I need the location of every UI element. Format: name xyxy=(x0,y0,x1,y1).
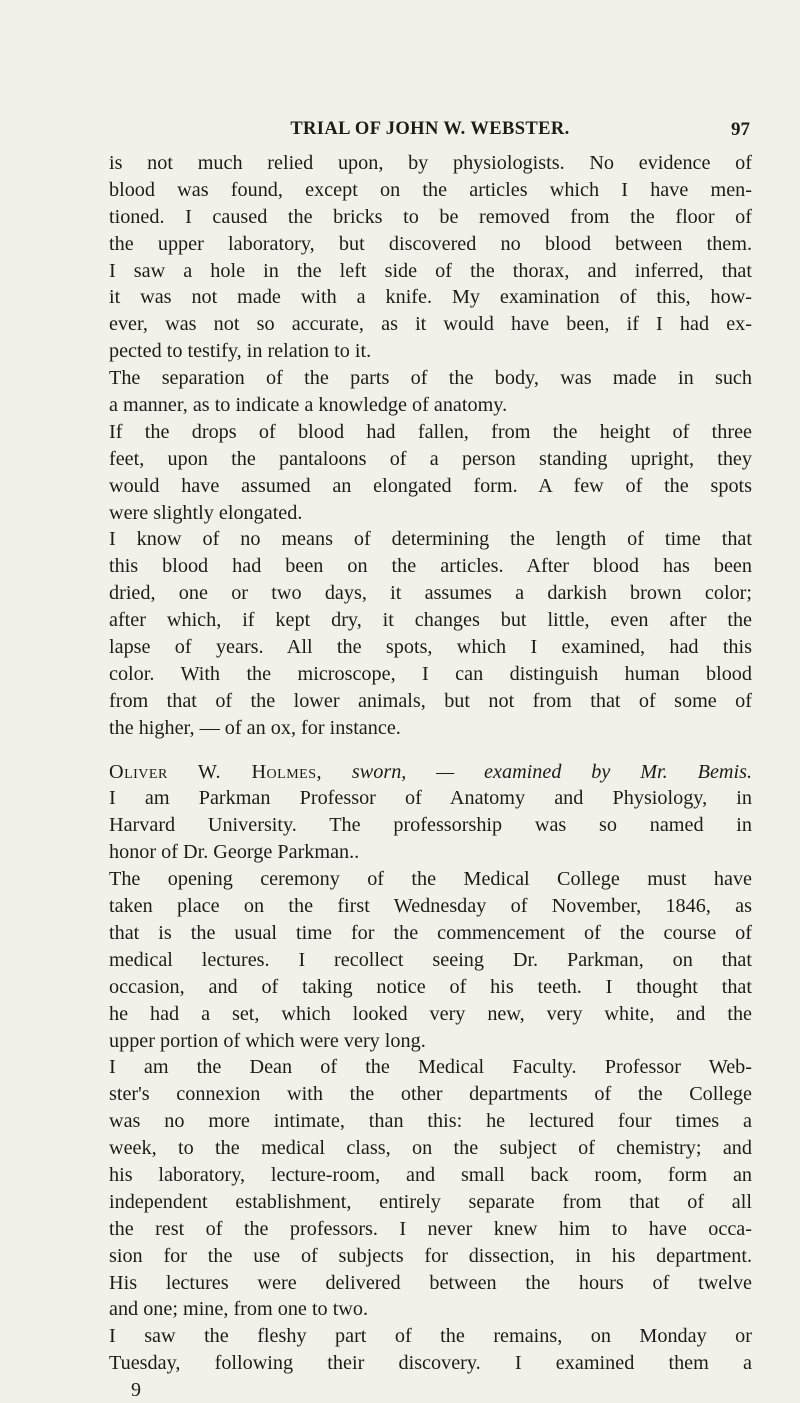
text-line: the higher, — of an ox, for instance. xyxy=(109,716,401,739)
text-line: The opening ceremony of the Medical College must have xyxy=(109,868,752,891)
text-line: he had a set, which looked very new, very white, and the xyxy=(109,1002,752,1025)
text-line: a manner, as to indicate a knowledge of anatomy. xyxy=(109,394,508,417)
text-line: his laboratory, lecture-room, and small back room, form an xyxy=(109,1163,752,1186)
witness-examination: sworn, — examined by Mr. Bemis. xyxy=(351,760,752,783)
text-line: would have assumed an elongated form. A few of the spots xyxy=(109,474,752,497)
text-line: I saw the fleshy part of the remains, on Monday or xyxy=(109,1325,752,1348)
text-line: I am Parkman Professor of Anatomy and Physiology, in xyxy=(109,787,752,810)
text-line: honor of Dr. George Parkman.. xyxy=(109,841,360,864)
text-line: and one; mine, from one to two. xyxy=(109,1298,369,1321)
text-line: pected to testify, in relation to it. xyxy=(109,340,372,363)
text-line: blood was found, except on the articles which I have men- xyxy=(109,178,752,201)
text-line: The separation of the parts of the body, was made in such xyxy=(109,367,752,390)
text-line: Tuesday, following their discovery. I examined them a xyxy=(109,1352,752,1375)
body-text xyxy=(109,150,752,1403)
text-line: I am the Dean of the Medical Faculty. Professor Web- xyxy=(109,1056,752,1079)
text-line: the rest of the professors. I never knew him to have occa- xyxy=(109,1217,752,1240)
running-title: TRIAL OF JOHN W. WEBSTER. xyxy=(290,119,570,139)
text-line: If the drops of blood had fallen, from the height of three xyxy=(109,420,752,443)
text-line: upper portion of which were very long. xyxy=(109,1029,426,1052)
text-line: taken place on the first Wednesday of November, 1846, as xyxy=(109,895,752,918)
text-line: His lectures were delivered between the hours of twelve xyxy=(109,1271,752,1294)
text-line: color. With the microscope, I can distinguish human blood xyxy=(109,662,752,685)
text-line: lapse of years. All the spots, which I examined, had this xyxy=(109,636,752,659)
text-line: medical lectures. I recollect seeing Dr. Parkman, on that xyxy=(109,948,752,971)
text-line: Harvard University. The professorship was so named in xyxy=(109,814,752,837)
page-header xyxy=(110,119,750,145)
text-line: ster's connexion with the other departments of the College xyxy=(109,1083,752,1106)
text-line: was no more intimate, than this: he lectured four times a xyxy=(109,1110,752,1133)
text-line: the upper laboratory, but discovered no blood between them. xyxy=(109,232,752,255)
text-line: tioned. I caused the bricks to be removed from the floor of xyxy=(109,205,752,228)
page-number: 97 xyxy=(731,119,750,140)
text-line: ever, was not so accurate, as it would have been, if I had ex- xyxy=(109,313,752,336)
text-line: is not much relied upon, by physiologists. No evidence of xyxy=(109,152,752,174)
text-line: were slightly elongated. xyxy=(109,501,303,524)
signature-mark: 9 xyxy=(131,1379,141,1402)
text-line: independent establishment, entirely separate from that of all xyxy=(109,1190,752,1213)
witness-heading xyxy=(109,759,752,786)
text-line: feet, upon the pantaloons of a person standing upright, they xyxy=(109,447,752,470)
text-line: from that of the lower animals, but not from that of some of xyxy=(109,689,752,712)
text-line: that is the usual time for the commencement of the course of xyxy=(109,921,752,944)
text-line: I saw a hole in the left side of the thorax, and inferred, that xyxy=(109,259,752,282)
text-line: this blood had been on the articles. After blood has been xyxy=(109,555,752,578)
text-line: it was not made with a knife. My examination of this, how- xyxy=(109,286,752,309)
text-line: sion for the use of subjects for dissection, in his department. xyxy=(109,1244,752,1267)
text-line: dried, one or two days, it assumes a darkish brown color; xyxy=(109,582,752,605)
witness-name: Oliver W. Holmes, xyxy=(109,760,323,783)
text-line: occasion, and of taking notice of his teeth. I thought that xyxy=(109,975,752,998)
text-line: after which, if kept dry, it changes but little, even after the xyxy=(109,609,752,632)
text-line: I know of no means of determining the length of time that xyxy=(109,528,752,551)
text-line: week, to the medical class, on the subject of chemistry; and xyxy=(109,1137,752,1160)
